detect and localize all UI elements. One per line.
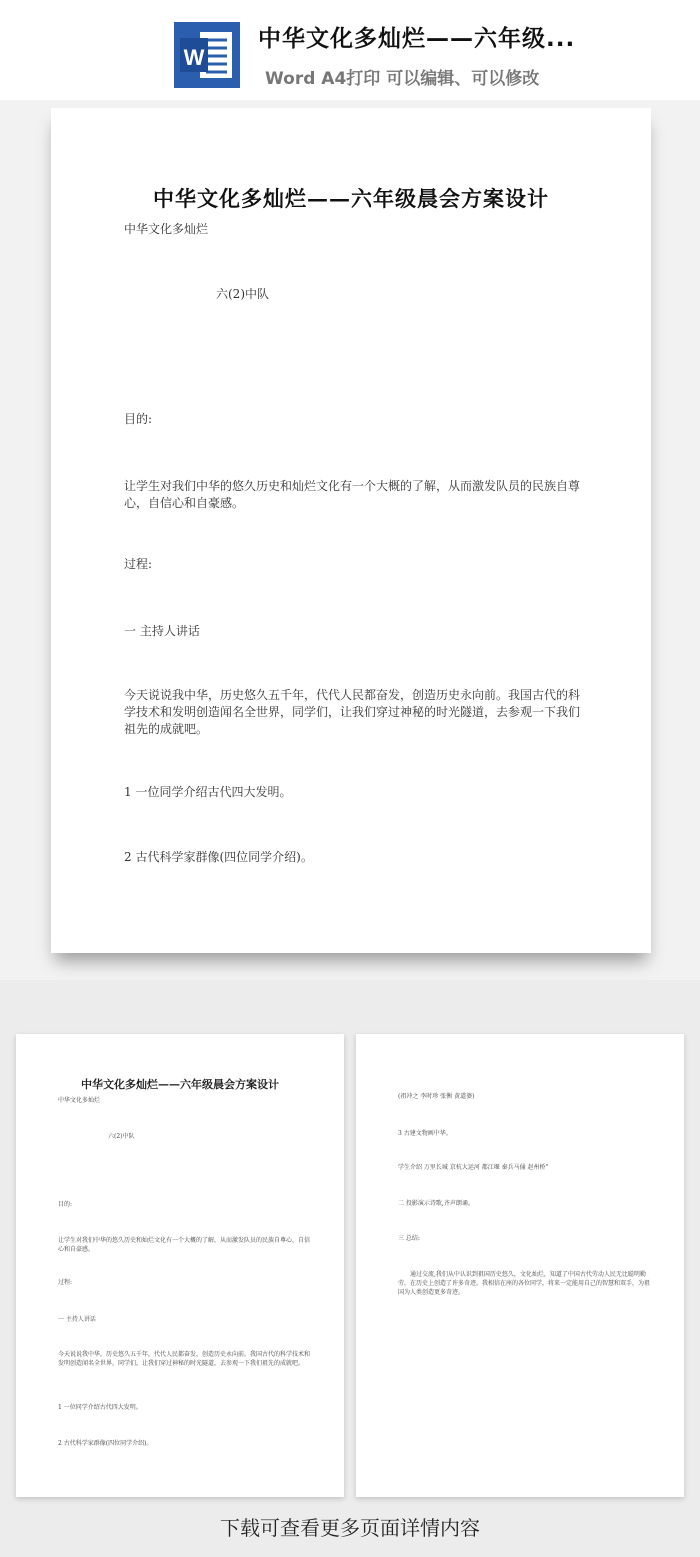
doc-paragraph: 让学生对我们中华的悠久历史和灿烂文化有一个大概的了解，从而激发队员的民族自尊心，自信心和自豪感。	[124, 479, 581, 510]
thumbnail-paragraph: 目的:	[58, 1201, 73, 1208]
thumbnail-paragraph: 二 投影演示诗歌,齐声朗诵。	[398, 1200, 474, 1207]
thumbnail-paragraph: 今天说说我中华，历史悠久五千年，代代人民都奋发，创造历史永向前。我国古代的科学技术和发明创造闻名全世界，同学们，让我们穿过神秘的时光隧道，去参观一下我们祖先的成就吧。	[58, 1351, 311, 1367]
thumbnail-paragraph: 3 古建文物画中华。	[398, 1130, 452, 1137]
doc-paragraph: 今天说说我中华，历史悠久五千年，代代人民都奋发，创造历史永向前。我国古代的科学技术和发明创造闻名全世界，同学们，让我们穿过神秘的时光隧道，去参观一下我们祖先的成就吧。	[124, 688, 581, 736]
doc-paragraph: 一 主持人讲话	[124, 624, 200, 638]
thumbnail-paragraph: 2 古代科学家群像(四位同学介绍)。	[58, 1440, 153, 1447]
thumbnail-paragraph: 一 主持人讲话	[58, 1316, 96, 1323]
document-page-main[interactable]	[51, 108, 651, 953]
thumbnail-title: 中华文化多灿烂——六年级晨会方案设计	[81, 1078, 279, 1091]
doc-paragraph: 过程:	[124, 557, 153, 571]
header-subtitle: Word A4打印 可以编辑、可以修改	[265, 69, 540, 89]
doc-paragraph: 六(2)中队	[216, 287, 269, 301]
thumbnail-paragraph: 1 一位同学介绍古代四大发明。	[58, 1404, 142, 1411]
thumbnail-paragraph: 六(2)中队	[108, 1133, 135, 1140]
thumbnail-paragraph: 通过交流,我们从中认识到祖国历史悠久，文化灿烂，知道了中国古代劳动人民无比聪明勤劳，在历史上创造了许多奇迹。我相信在座的各位同学，将来一定能用自己的智慧和双手，为祖国为人类创造更多奇迹。	[398, 1271, 651, 1296]
thumbnail-paragraph: 让学生对我们中华的悠久历史和灿烂文化有一个大概的了解，从而激发队员的民族自尊心，自信心和自豪感。	[58, 1237, 311, 1253]
doc-paragraph: 目的:	[124, 412, 153, 426]
doc-paragraph: 2 古代科学家群像(四位同学介绍)。	[124, 850, 313, 864]
thumbnail-paragraph: 中华文化多灿烂	[58, 1097, 101, 1104]
document-title: 中华文化多灿烂——六年级晨会方案设计	[153, 186, 549, 211]
thumbnail-paragraph: 学生介绍 万里长城 京杭大运河 都江堰 秦兵马俑 赵州桥"	[398, 1164, 549, 1171]
download-more-link[interactable]: 下载可查看更多页面详情内容	[220, 1516, 480, 1540]
word-doc-icon	[174, 22, 240, 88]
thumbnail-paragraph: (祖冲之 李时珍 张衡 黄道婆)	[398, 1093, 475, 1100]
page-thumbnail-2[interactable]	[356, 1034, 684, 1497]
header-banner	[0, 0, 700, 100]
doc-paragraph: 中华文化多灿烂	[124, 222, 209, 236]
page-thumbnail-1[interactable]	[16, 1034, 344, 1497]
header-title: 中华文化多灿烂——六年级...	[258, 26, 576, 52]
doc-paragraph: 1 一位同学介绍古代四大发明。	[124, 785, 292, 799]
thumbnail-paragraph: 过程:	[58, 1279, 73, 1286]
thumbnail-paragraph: 三 总结:	[398, 1235, 420, 1242]
svg-text:W: W	[183, 45, 205, 70]
